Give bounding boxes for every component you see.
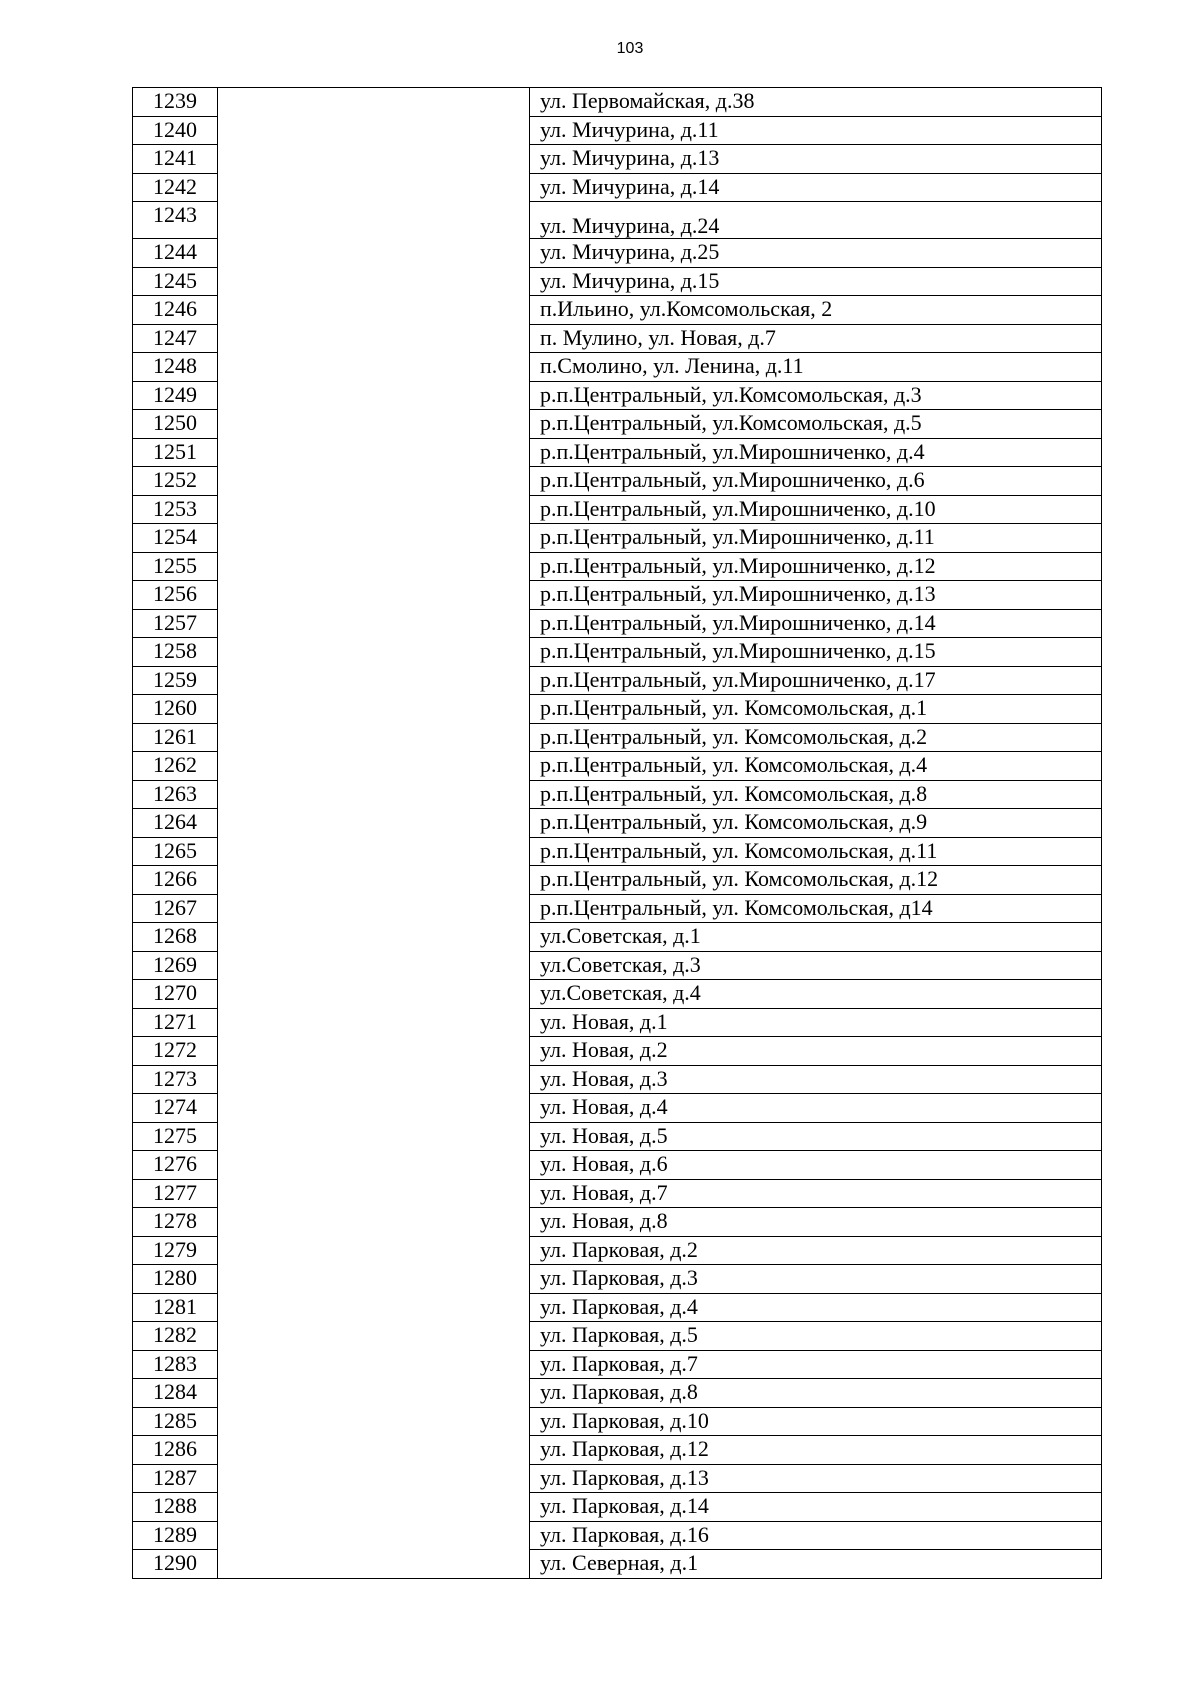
table-row bbox=[133, 1179, 1102, 1208]
row-address: ул. Парковая, д.13 bbox=[530, 1464, 1102, 1493]
empty-cell bbox=[218, 1122, 530, 1151]
empty-cell bbox=[218, 951, 530, 980]
row-number: 1242 bbox=[133, 173, 218, 202]
empty-cell bbox=[218, 1008, 530, 1037]
row-number: 1252 bbox=[133, 467, 218, 496]
table-row bbox=[133, 1151, 1102, 1180]
empty-cell bbox=[218, 1208, 530, 1237]
empty-cell bbox=[218, 324, 530, 353]
row-number: 1288 bbox=[133, 1493, 218, 1522]
empty-cell bbox=[218, 1521, 530, 1550]
row-number: 1280 bbox=[133, 1265, 218, 1294]
row-address: ул. Парковая, д.4 bbox=[530, 1293, 1102, 1322]
table-row bbox=[133, 609, 1102, 638]
empty-cell bbox=[218, 752, 530, 781]
row-address: ул. Парковая, д.10 bbox=[530, 1407, 1102, 1436]
table-row bbox=[133, 581, 1102, 610]
row-address: р.п.Центральный, ул. Комсомольская, д.9 bbox=[530, 809, 1102, 838]
row-address: р.п.Центральный, ул. Комсомольская, д.1 bbox=[530, 695, 1102, 724]
row-address: ул. Мичурина, д.13 bbox=[530, 145, 1102, 174]
empty-cell bbox=[218, 780, 530, 809]
table-row bbox=[133, 837, 1102, 866]
table-row bbox=[133, 866, 1102, 895]
row-address: п.Ильино, ул.Комсомольская, 2 bbox=[530, 296, 1102, 325]
row-number: 1258 bbox=[133, 638, 218, 667]
empty-cell bbox=[218, 1379, 530, 1408]
empty-cell bbox=[218, 1094, 530, 1123]
empty-cell bbox=[218, 116, 530, 145]
table-row bbox=[133, 1094, 1102, 1123]
table-row bbox=[133, 666, 1102, 695]
row-address: ул. Первомайская, д.38 bbox=[530, 88, 1102, 117]
table-row bbox=[133, 809, 1102, 838]
row-address: ул. Мичурина, д.15 bbox=[530, 267, 1102, 296]
row-number: 1262 bbox=[133, 752, 218, 781]
table-row bbox=[133, 202, 1102, 239]
row-number: 1272 bbox=[133, 1037, 218, 1066]
row-number: 1257 bbox=[133, 609, 218, 638]
empty-cell bbox=[218, 894, 530, 923]
table-row bbox=[133, 1322, 1102, 1351]
row-number: 1256 bbox=[133, 581, 218, 610]
row-number: 1286 bbox=[133, 1436, 218, 1465]
empty-cell bbox=[218, 202, 530, 239]
row-number: 1249 bbox=[133, 381, 218, 410]
row-address: р.п.Центральный, ул.Мирошниченко, д.15 bbox=[530, 638, 1102, 667]
empty-cell bbox=[218, 866, 530, 895]
table-row bbox=[133, 951, 1102, 980]
row-address: ул. Парковая, д.8 bbox=[530, 1379, 1102, 1408]
row-address: ул. Мичурина, д.14 bbox=[530, 173, 1102, 202]
row-number: 1269 bbox=[133, 951, 218, 980]
table-row bbox=[133, 1208, 1102, 1237]
table-row bbox=[133, 723, 1102, 752]
row-number: 1263 bbox=[133, 780, 218, 809]
row-number: 1253 bbox=[133, 495, 218, 524]
row-number: 1248 bbox=[133, 353, 218, 382]
empty-cell bbox=[218, 723, 530, 752]
row-number: 1283 bbox=[133, 1350, 218, 1379]
row-number: 1239 bbox=[133, 88, 218, 117]
table-row bbox=[133, 467, 1102, 496]
row-number: 1290 bbox=[133, 1550, 218, 1579]
empty-cell bbox=[218, 239, 530, 268]
empty-cell bbox=[218, 809, 530, 838]
empty-cell bbox=[218, 552, 530, 581]
row-number: 1287 bbox=[133, 1464, 218, 1493]
empty-cell bbox=[218, 1407, 530, 1436]
table-row bbox=[133, 88, 1102, 117]
row-number: 1285 bbox=[133, 1407, 218, 1436]
row-address: р.п.Центральный, ул.Мирошниченко, д.12 bbox=[530, 552, 1102, 581]
row-number: 1251 bbox=[133, 438, 218, 467]
empty-cell bbox=[218, 1236, 530, 1265]
table-row bbox=[133, 267, 1102, 296]
empty-cell bbox=[218, 1151, 530, 1180]
table-row bbox=[133, 239, 1102, 268]
row-number: 1274 bbox=[133, 1094, 218, 1123]
table-row bbox=[133, 894, 1102, 923]
table-row bbox=[133, 1236, 1102, 1265]
row-address: ул. Новая, д.4 bbox=[530, 1094, 1102, 1123]
empty-cell bbox=[218, 1037, 530, 1066]
row-number: 1240 bbox=[133, 116, 218, 145]
row-number: 1254 bbox=[133, 524, 218, 553]
table-row bbox=[133, 324, 1102, 353]
row-address: р.п.Центральный, ул. Комсомольская, д.4 bbox=[530, 752, 1102, 781]
row-address: ул. Северная, д.1 bbox=[530, 1550, 1102, 1579]
table-row bbox=[133, 923, 1102, 952]
table-row bbox=[133, 1493, 1102, 1522]
table-row bbox=[133, 1293, 1102, 1322]
row-number: 1270 bbox=[133, 980, 218, 1009]
row-address: ул.Советская, д.1 bbox=[530, 923, 1102, 952]
table-row bbox=[133, 353, 1102, 382]
table-row bbox=[133, 1008, 1102, 1037]
empty-cell bbox=[218, 410, 530, 439]
empty-cell bbox=[218, 495, 530, 524]
row-address: ул. Мичурина, д.24 bbox=[530, 202, 1102, 239]
table-row bbox=[133, 1265, 1102, 1294]
row-address: р.п.Центральный, ул.Комсомольская, д.3 bbox=[530, 381, 1102, 410]
empty-cell bbox=[218, 267, 530, 296]
empty-cell bbox=[218, 1179, 530, 1208]
table-row bbox=[133, 410, 1102, 439]
row-number: 1273 bbox=[133, 1065, 218, 1094]
table-row bbox=[133, 145, 1102, 174]
table-row bbox=[133, 524, 1102, 553]
row-address: ул. Новая, д.7 bbox=[530, 1179, 1102, 1208]
row-address: п.Смолино, ул. Ленина, д.11 bbox=[530, 353, 1102, 382]
row-address: ул. Парковая, д.12 bbox=[530, 1436, 1102, 1465]
row-address: ул. Мичурина, д.11 bbox=[530, 116, 1102, 145]
row-number: 1281 bbox=[133, 1293, 218, 1322]
table-row bbox=[133, 638, 1102, 667]
address-table bbox=[132, 87, 1102, 1579]
row-address: р.п.Центральный, ул. Комсомольская, д.8 bbox=[530, 780, 1102, 809]
empty-cell bbox=[218, 381, 530, 410]
empty-cell bbox=[218, 467, 530, 496]
row-address: ул. Парковая, д.14 bbox=[530, 1493, 1102, 1522]
row-address: ул. Новая, д.1 bbox=[530, 1008, 1102, 1037]
table-row bbox=[133, 173, 1102, 202]
table-row bbox=[133, 552, 1102, 581]
row-number: 1279 bbox=[133, 1236, 218, 1265]
empty-cell bbox=[218, 1436, 530, 1465]
row-address: ул. Новая, д.2 bbox=[530, 1037, 1102, 1066]
table-row bbox=[133, 780, 1102, 809]
row-number: 1255 bbox=[133, 552, 218, 581]
row-address: ул. Новая, д.6 bbox=[530, 1151, 1102, 1180]
row-number: 1243 bbox=[133, 202, 218, 239]
table-row bbox=[133, 438, 1102, 467]
empty-cell bbox=[218, 88, 530, 117]
row-number: 1247 bbox=[133, 324, 218, 353]
empty-cell bbox=[218, 638, 530, 667]
row-address: р.п.Центральный, ул.Мирошниченко, д.10 bbox=[530, 495, 1102, 524]
row-number: 1260 bbox=[133, 695, 218, 724]
row-address: р.п.Центральный, ул. Комсомольская, д.2 bbox=[530, 723, 1102, 752]
row-address: ул.Советская, д.4 bbox=[530, 980, 1102, 1009]
table-row bbox=[133, 752, 1102, 781]
row-number: 1276 bbox=[133, 1151, 218, 1180]
row-number: 1250 bbox=[133, 410, 218, 439]
row-address: р.п.Центральный, ул. Комсомольская, д14 bbox=[530, 894, 1102, 923]
empty-cell bbox=[218, 695, 530, 724]
table-row bbox=[133, 1350, 1102, 1379]
row-address: п. Мулино, ул. Новая, д.7 bbox=[530, 324, 1102, 353]
row-number: 1246 bbox=[133, 296, 218, 325]
empty-cell bbox=[218, 1550, 530, 1579]
row-address: р.п.Центральный, ул.Мирошниченко, д.11 bbox=[530, 524, 1102, 553]
row-number: 1271 bbox=[133, 1008, 218, 1037]
row-address: ул. Новая, д.5 bbox=[530, 1122, 1102, 1151]
table-row bbox=[133, 1065, 1102, 1094]
row-number: 1261 bbox=[133, 723, 218, 752]
empty-cell bbox=[218, 524, 530, 553]
empty-cell bbox=[218, 173, 530, 202]
empty-cell bbox=[218, 1065, 530, 1094]
row-address: ул. Парковая, д.3 bbox=[530, 1265, 1102, 1294]
row-number: 1245 bbox=[133, 267, 218, 296]
empty-cell bbox=[218, 609, 530, 638]
row-address: р.п.Центральный, ул.Мирошниченко, д.4 bbox=[530, 438, 1102, 467]
empty-cell bbox=[218, 666, 530, 695]
empty-cell bbox=[218, 1493, 530, 1522]
row-number: 1284 bbox=[133, 1379, 218, 1408]
row-number: 1259 bbox=[133, 666, 218, 695]
row-number: 1265 bbox=[133, 837, 218, 866]
row-number: 1275 bbox=[133, 1122, 218, 1151]
row-number: 1266 bbox=[133, 866, 218, 895]
table-row bbox=[133, 980, 1102, 1009]
row-number: 1278 bbox=[133, 1208, 218, 1237]
empty-cell bbox=[218, 837, 530, 866]
row-number: 1267 bbox=[133, 894, 218, 923]
empty-cell bbox=[218, 1464, 530, 1493]
table-row bbox=[133, 495, 1102, 524]
row-number: 1282 bbox=[133, 1322, 218, 1351]
empty-cell bbox=[218, 1322, 530, 1351]
row-address: ул. Мичурина, д.25 bbox=[530, 239, 1102, 268]
row-address: ул. Парковая, д.2 bbox=[530, 1236, 1102, 1265]
empty-cell bbox=[218, 1350, 530, 1379]
row-number: 1241 bbox=[133, 145, 218, 174]
row-address: р.п.Центральный, ул. Комсомольская, д.11 bbox=[530, 837, 1102, 866]
table-row bbox=[133, 695, 1102, 724]
table-row bbox=[133, 1436, 1102, 1465]
table-row bbox=[133, 1550, 1102, 1579]
table-row bbox=[133, 1122, 1102, 1151]
table-row bbox=[133, 1464, 1102, 1493]
row-address: ул.Советская, д.3 bbox=[530, 951, 1102, 980]
table-row bbox=[133, 296, 1102, 325]
row-address: р.п.Центральный, ул.Комсомольская, д.5 bbox=[530, 410, 1102, 439]
row-address: ул. Парковая, д.5 bbox=[530, 1322, 1102, 1351]
row-address: р.п.Центральный, ул. Комсомольская, д.12 bbox=[530, 866, 1102, 895]
row-number: 1268 bbox=[133, 923, 218, 952]
empty-cell bbox=[218, 581, 530, 610]
row-address: р.п.Центральный, ул.Мирошниченко, д.17 bbox=[530, 666, 1102, 695]
table-row bbox=[133, 381, 1102, 410]
row-address: р.п.Центральный, ул.Мирошниченко, д.14 bbox=[530, 609, 1102, 638]
empty-cell bbox=[218, 145, 530, 174]
empty-cell bbox=[218, 923, 530, 952]
row-number: 1264 bbox=[133, 809, 218, 838]
empty-cell bbox=[218, 438, 530, 467]
row-address: р.п.Центральный, ул.Мирошниченко, д.13 bbox=[530, 581, 1102, 610]
table-row bbox=[133, 1521, 1102, 1550]
row-address: ул. Новая, д.8 bbox=[530, 1208, 1102, 1237]
row-number: 1277 bbox=[133, 1179, 218, 1208]
row-number: 1244 bbox=[133, 239, 218, 268]
empty-cell bbox=[218, 980, 530, 1009]
empty-cell bbox=[218, 296, 530, 325]
table-row bbox=[133, 1379, 1102, 1408]
empty-cell bbox=[218, 353, 530, 382]
page-number: 103 bbox=[616, 40, 644, 57]
row-address: ул. Парковая, д.7 bbox=[530, 1350, 1102, 1379]
empty-cell bbox=[218, 1293, 530, 1322]
address-table-body bbox=[133, 88, 1102, 1579]
row-address: ул. Новая, д.3 bbox=[530, 1065, 1102, 1094]
row-address: ул. Парковая, д.16 bbox=[530, 1521, 1102, 1550]
empty-cell bbox=[218, 1265, 530, 1294]
table-row bbox=[133, 1037, 1102, 1066]
row-address: р.п.Центральный, ул.Мирошниченко, д.6 bbox=[530, 467, 1102, 496]
table-row bbox=[133, 116, 1102, 145]
table-row bbox=[133, 1407, 1102, 1436]
row-number: 1289 bbox=[133, 1521, 218, 1550]
